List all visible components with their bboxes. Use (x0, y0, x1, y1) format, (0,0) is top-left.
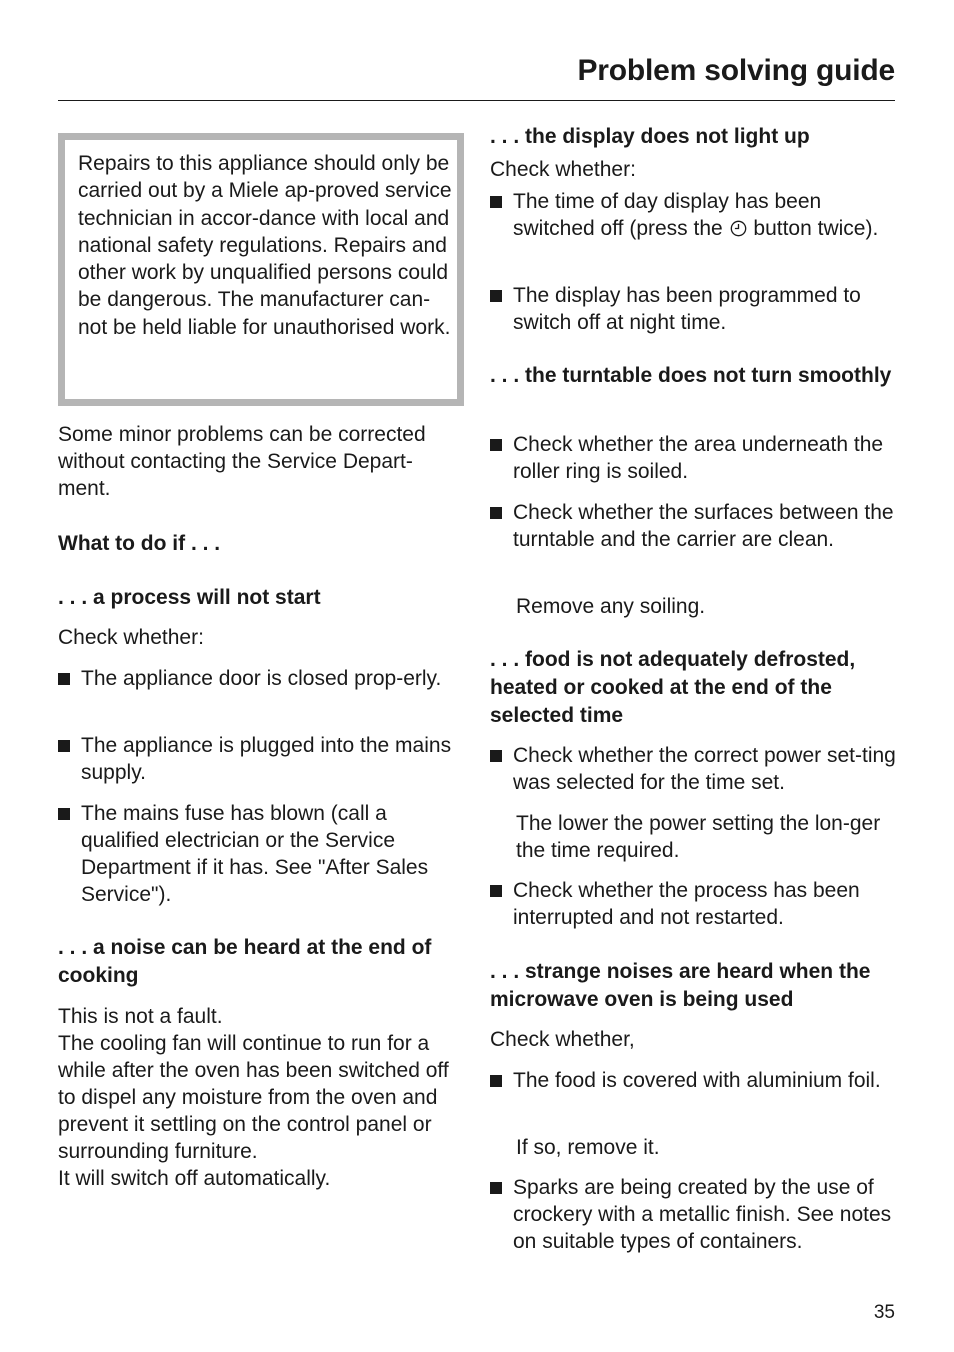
list-item-text (513, 188, 898, 242)
warning-box (58, 133, 464, 406)
bullet-icon (490, 507, 502, 519)
what-to-do-heading: What to do if . . . (58, 532, 221, 555)
noise-heading: . . . a noise can be heard at the end of cooking (58, 936, 432, 987)
noise-auto-text: It will switch off automatically. (58, 1167, 331, 1190)
bullet-icon (490, 196, 502, 208)
bullet-icon (490, 885, 502, 897)
list-item-text: The display has been programmed to switch off at night time. (513, 284, 861, 334)
turntable-heading: . . . the turntable does not turn smoothly (490, 364, 892, 387)
bullet-icon (490, 750, 502, 762)
list-item-text: The mains fuse has blown (call a qualified electrician or the Service Department if it has. See "After Sales Service"). (81, 802, 429, 906)
bullet-icon (490, 1075, 502, 1087)
list-item-text: The appliance is plugged into the mains supply. (81, 734, 452, 784)
list-item-text: The food is covered with aluminium foil. (513, 1069, 881, 1092)
bullet-icon (58, 808, 70, 820)
process-heading: . . . a process will not start (58, 586, 321, 609)
food-note: The lower the power setting the lon-ger the time required. (516, 812, 881, 862)
food-heading: . . . food is not adequately defrosted, heated or cooked at the end of the selected time (490, 648, 856, 727)
list-item-text: Sparks are being created by the use of crockery with a metallic finish. See notes on suitable types of containers. (513, 1176, 892, 1253)
display-item-text-a: The time of day display has been switched off (press the (513, 190, 822, 240)
header-rule (58, 100, 895, 101)
list-item-text: The appliance door is closed prop-erly. (81, 667, 442, 690)
page-title: Problem solving guide (577, 54, 895, 87)
bullet-icon (58, 740, 70, 752)
noise-fault-text: This is not a fault. (58, 1005, 223, 1028)
noises-note: If so, remove it. (516, 1136, 660, 1159)
list-item-text: Check whether the area underneath the roller ring is soiled. (513, 433, 884, 483)
display-heading: . . . the display does not light up (490, 125, 810, 148)
display-check-label: Check whether: (490, 158, 636, 181)
display-item-text-b: button twice). (753, 217, 879, 240)
noises-heading: . . . strange noises are heard when the microwave oven is being used (490, 960, 871, 1011)
turntable-note: Remove any soiling. (516, 595, 706, 618)
process-check-label: Check whether: (58, 626, 204, 649)
noises-check-label: Check whether, (490, 1028, 635, 1051)
list-item-text: Check whether the correct power set-ting was selected for the time set. (513, 744, 896, 794)
page-number: 35 (873, 1302, 895, 1323)
bullet-icon (490, 1182, 502, 1194)
intro-paragraph: Some minor problems can be corrected without contacting the Service Depart-ment. (58, 423, 426, 500)
list-item-text: Check whether the process has been interrupted and not restarted. (513, 879, 860, 929)
list-item-text: Check whether the surfaces between the turntable and the carrier are clean. (513, 501, 894, 551)
bullet-icon (490, 439, 502, 451)
noise-body-text: The cooling fan will continue to run for a while after the oven has been switched off to dispel any moisture from the oven and prevent it settling on the control panel or surrounding furniture. (58, 1032, 449, 1163)
bullet-icon (490, 290, 502, 302)
bullet-icon (58, 673, 70, 685)
clock-icon (730, 220, 747, 237)
warning-text: Repairs to this appliance should only be carried out by a Miele ap-proved service technician in accor-dance with local and national safety regulations. Repairs and other work by unqualified persons could be dangerous. The manufacturer can-not be held liable for unauthorised work. (78, 152, 452, 339)
